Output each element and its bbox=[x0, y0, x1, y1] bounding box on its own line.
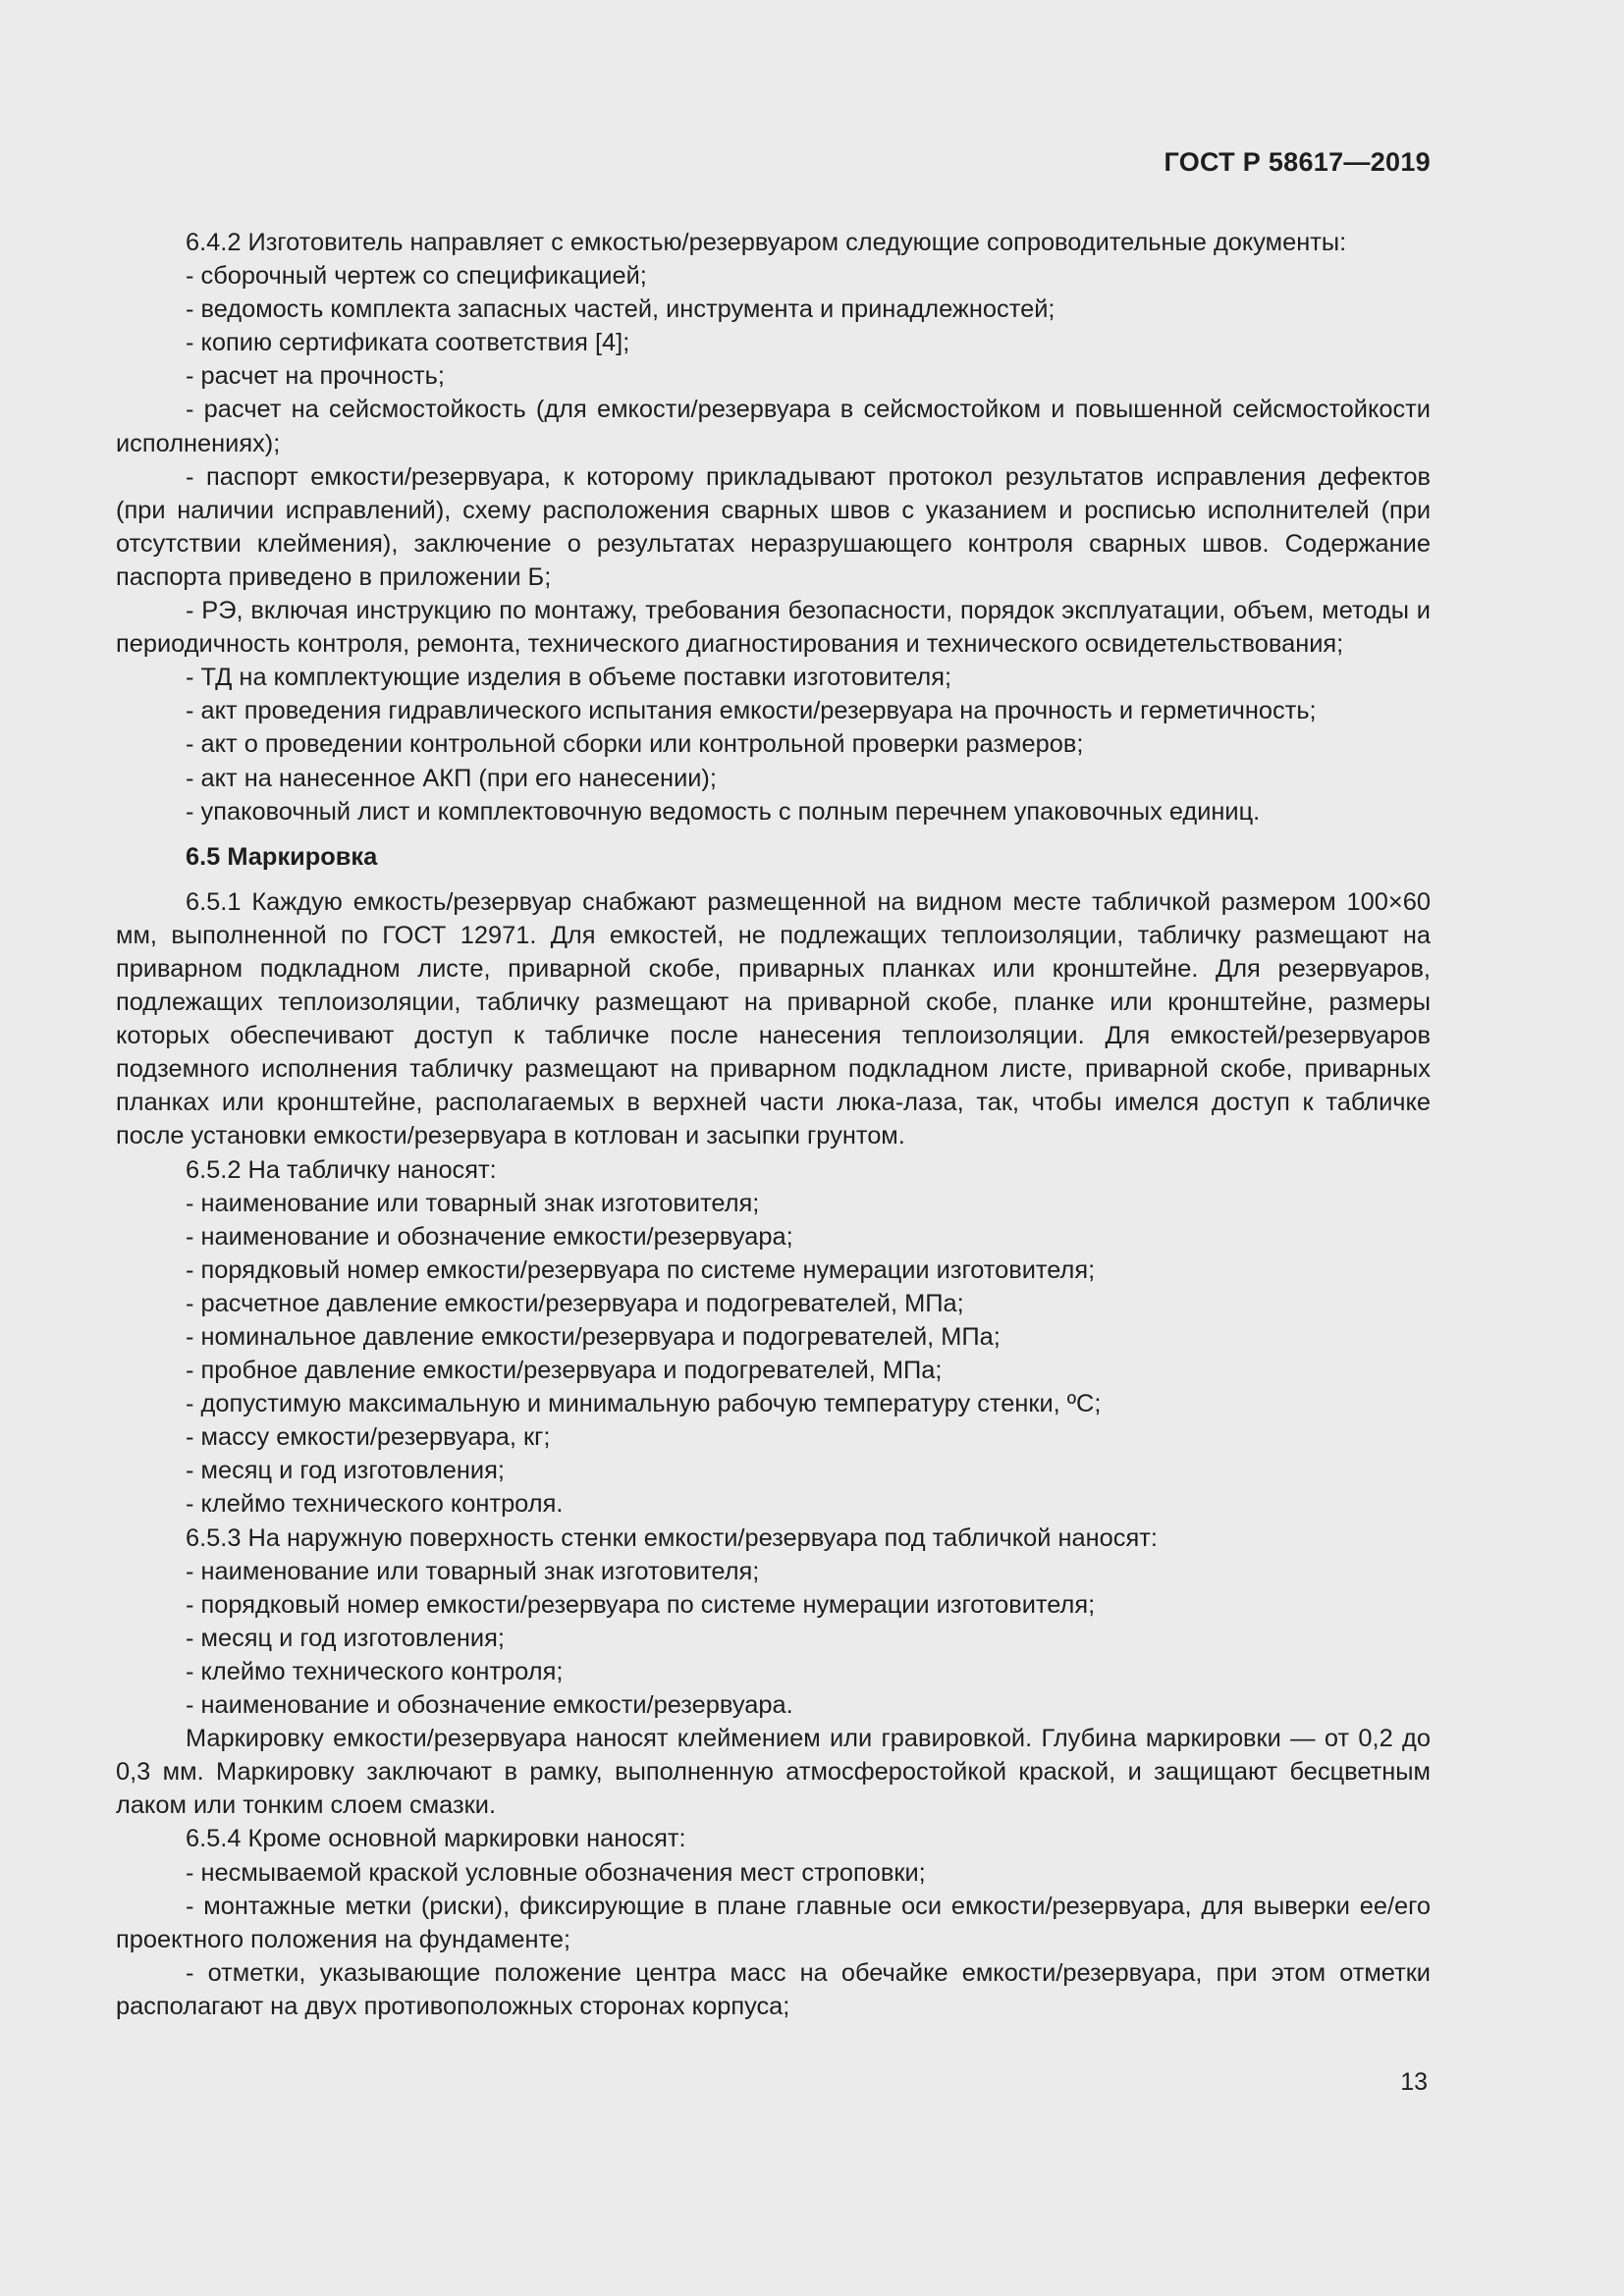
paragraph: - наименование или товарный знак изготовителя; bbox=[186, 1557, 760, 1585]
paragraph: - отметки, указывающие положение центра масс на обечайке емкости/резервуара, при этом отметки располагают на двух противоположных сторонах корпуса; bbox=[116, 1958, 1431, 2020]
paragraph: - допустимую максимальную и минимальную рабочую температуру стенки, ºС; bbox=[186, 1390, 1102, 1418]
paragraph: 6.5.2 На табличку наносят: bbox=[186, 1155, 497, 1184]
paragraph: - расчетное давление емкости/резервуара и подогревателей, МПа; bbox=[186, 1289, 964, 1317]
document-header: ГОСТ Р 58617—2019 bbox=[1164, 147, 1431, 177]
paragraph: - ведомость комплекта запасных частей, инструмента и принадлежностей; bbox=[186, 295, 1056, 324]
paragraph: - акт проведения гидравлического испытания емкости/резервуара на прочность и герметичность; bbox=[186, 697, 1317, 725]
paragraph: - наименование и обозначение емкости/резервуара; bbox=[186, 1222, 793, 1251]
document-body bbox=[116, 226, 1431, 2023]
paragraph: - клеймо технического контроля. bbox=[186, 1490, 564, 1519]
paragraph: - массу емкости/резервуара, кг; bbox=[186, 1423, 551, 1452]
paragraph: - расчет на прочность; bbox=[186, 362, 445, 391]
paragraph: - наименование или товарный знак изготовителя; bbox=[186, 1189, 760, 1217]
paragraph: - наименование и обозначение емкости/резервуара. bbox=[186, 1691, 793, 1720]
page-number: 13 bbox=[1400, 2068, 1428, 2096]
paragraph: - клеймо технического контроля; bbox=[186, 1657, 564, 1685]
paragraph: - месяц и год изготовления; bbox=[186, 1457, 505, 1485]
paragraph: - РЭ, включая инструкцию по монтажу, требования безопасности, порядок эксплуатации, объем, методы и периодичность контроля, ремонта, технического диагностирования и технического освидетельствования; bbox=[116, 597, 1431, 659]
paragraph: - акт на нанесенное АКП (при его нанесении); bbox=[186, 764, 717, 792]
paragraph: - сборочный чертеж со спецификацией; bbox=[186, 262, 647, 291]
paragraph: - расчет на сейсмостойкость (для емкости/резервуара в сейсмостойком и повышенной сейсмостойкости исполнениях); bbox=[116, 396, 1431, 457]
paragraph: - паспорт емкости/резервуара, к которому прикладывают протокол результатов исправления дефектов (при наличии исправлений), схему расположения сварных швов с указанием и росписью исполнителей (при отсутствии клеймения), заключение о результатах неразрушающего контроля сварных швов. Содержание паспорта приведено в приложении Б; bbox=[116, 462, 1431, 591]
paragraph: 6.5.3 На наружную поверхность стенки емкости/резервуара под табличкой наносят: bbox=[186, 1523, 1158, 1552]
paragraph: - монтажные метки (риски), фиксирующие в плане главные оси емкости/резервуара, для выверки ее/его проектного положения на фундаменте; bbox=[116, 1892, 1431, 1953]
paragraph: - номинальное давление емкости/резервуара и подогревателей, МПа; bbox=[186, 1323, 1001, 1351]
paragraph: 6.4.2 Изготовитель направляет с емкостью/резервуаром следующие сопроводительные документы: bbox=[186, 229, 1347, 256]
paragraph: - копию сертификата соответствия [4]; bbox=[186, 329, 630, 357]
paragraph: - акт о проведении контрольной сборки или контрольной проверки размеров; bbox=[186, 730, 1084, 759]
paragraph: 6.5.4 Кроме основной маркировки наносят: bbox=[186, 1825, 686, 1853]
section-heading: 6.5 Маркировка bbox=[186, 842, 378, 871]
paragraph: - порядковый номер емкости/резервуара по системе нумерации изготовителя; bbox=[186, 1590, 1096, 1619]
paragraph: 6.5.1 Каждую емкость/резервуар снабжают размещенной на видном месте табличкой размером 100×60 мм, выполненной по ГОСТ 12971. Для емкостей, не подлежащих теплоизоляции, табличку размещают на приварном подкладном листе, приварной скобе, приварных планках или кронштейне. Для резервуаров, подлежащих теплоизоляции, табличку размещают на приварной скобе, планке или кронштейне, размеры которых обеспечивают доступ к табличке после нанесения теплоизоляции. Для емкостей/резервуаров подземного исполнения табличку размещают на приварном подкладном листе, приварной скобе, приварных планках или кронштейне, располагаемых в верхней части люка-лаза, так, чтобы имелся доступ к табличке после установки емкости/резервуара в котлован и засыпки грунтом. bbox=[116, 887, 1431, 1150]
paragraph: Маркировку емкости/резервуара наносят клеймением или гравировкой. Глубина маркировки — от 0,2 до 0,3 мм. Маркировку заключают в рамку, выполненную атмосферостойкой краской, и защищают бесцветным лаком или тонким слоем смазки. bbox=[116, 1725, 1431, 1820]
paragraph: - пробное давление емкости/резервуара и подогревателей, МПа; bbox=[186, 1357, 943, 1385]
paragraph: - ТД на комплектующие изделия в объеме поставки изготовителя; bbox=[186, 664, 952, 692]
paragraph: - месяц и год изготовления; bbox=[186, 1624, 505, 1652]
paragraph: - порядковый номер емкости/резервуара по системе нумерации изготовителя; bbox=[186, 1255, 1096, 1284]
paragraph: - упаковочный лист и комплектовочную ведомость с полным перечнем упаковочных единиц. bbox=[186, 797, 1261, 826]
paragraph: - несмываемой краской условные обозначения мест строповки; bbox=[186, 1858, 926, 1887]
